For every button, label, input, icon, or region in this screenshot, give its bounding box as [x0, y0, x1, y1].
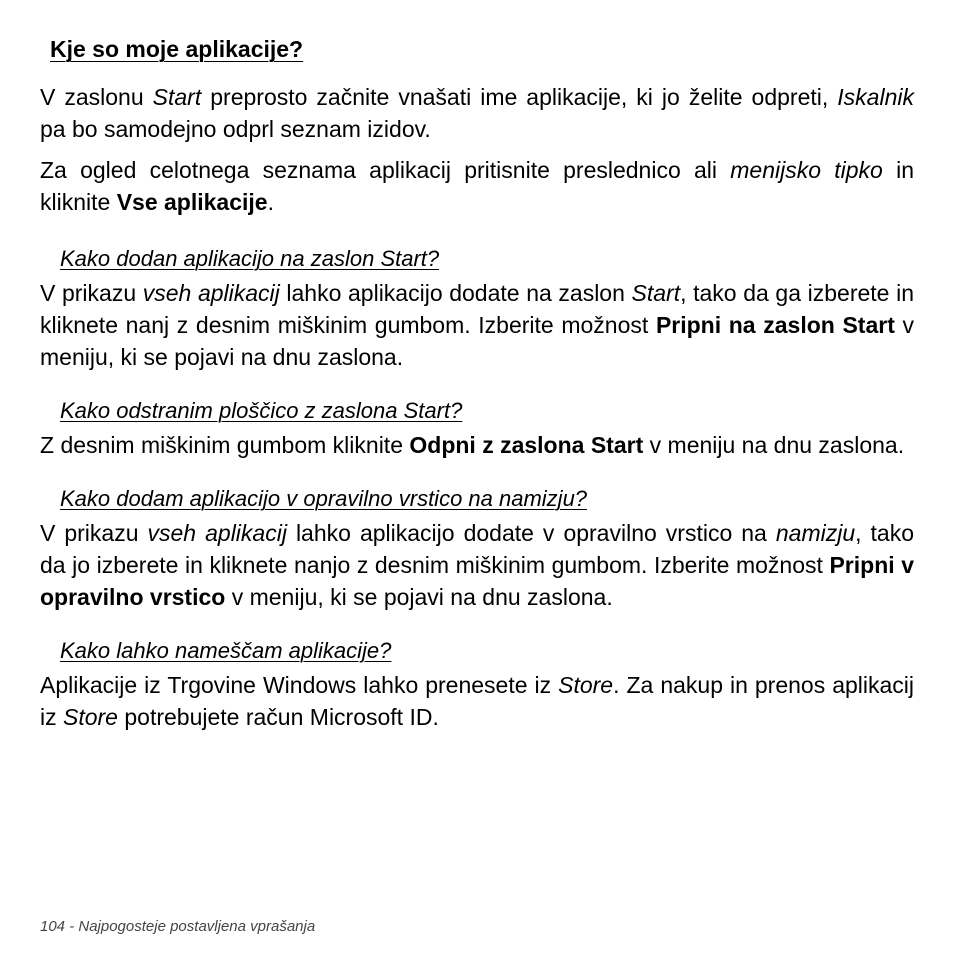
- italic-term: Iskalnik: [837, 84, 914, 110]
- text-run: pa bo samodejno odprl seznam izidov.: [40, 116, 431, 142]
- section-heading-pin-start: Kako dodan aplikacijo na zaslon Start?: [60, 246, 440, 271]
- text-run: in kliknite: [40, 157, 914, 215]
- bold-term: Vse aplikacije: [116, 189, 268, 215]
- section-heading-pin-taskbar: Kako dodam aplikacijo v opravilno vrstico na namizju?: [60, 486, 588, 511]
- italic-term: Store: [558, 672, 614, 698]
- section-heading-unpin-tile: Kako odstranim ploščico z zaslona Start?: [60, 398, 463, 423]
- text-run: V prikazu: [40, 280, 143, 306]
- bold-term: Odpni z zaslona Start: [409, 432, 644, 458]
- section-body-install-apps: [40, 669, 914, 733]
- text-run: Za ogled celotnega seznama aplikacij pritisnite preslednico ali: [40, 157, 731, 183]
- document-page: [40, 31, 914, 733]
- text-run: , tako da jo izberete in kliknete nanjo z desnim miškinim gumbom. Izberite možnost: [40, 520, 915, 578]
- text-run: lahko aplikacijo dodate na zaslon: [279, 280, 632, 306]
- text-run: Z desnim miškinim gumbom kliknite: [40, 432, 410, 458]
- section-body-pin-taskbar: [40, 517, 914, 613]
- italic-term: menijsko tipko: [730, 157, 883, 183]
- page-footer: 104 - Najpogosteje postavljena vprašanja: [40, 918, 316, 935]
- bold-term: Pripni v opravilno vrstico: [40, 552, 914, 610]
- text-run: potrebujete račun Microsoft ID.: [117, 704, 439, 730]
- italic-term: Store: [63, 704, 118, 730]
- text-run: . Za nakup in prenos aplikacij iz: [40, 672, 915, 730]
- bold-term: Pripni na zaslon Start: [655, 312, 895, 338]
- text-run: v meniju na dnu zaslona.: [643, 432, 905, 458]
- text-run: , tako da ga izberete in kliknete nanj z desnim miškinim gumbom. Izberite možnost: [40, 280, 914, 338]
- text-run: v meniju, ki se pojavi na dnu zaslona.: [225, 584, 613, 610]
- page-title: Kje so moje aplikacije?: [50, 36, 304, 62]
- italic-term: vseh aplikacij: [147, 520, 287, 546]
- italic-term: vseh aplikacij: [142, 280, 280, 306]
- italic-term: Start: [631, 280, 681, 306]
- text-run: v meniju, ki se pojavi na dnu zaslona.: [40, 312, 915, 370]
- intro-paragraph-search: [40, 81, 914, 145]
- text-run: V zaslonu: [40, 84, 153, 110]
- italic-term: Start: [152, 84, 202, 110]
- intro-paragraph-all-apps: [40, 154, 914, 218]
- text-run: V prikazu: [40, 520, 148, 546]
- section-body-pin-start: [40, 277, 914, 373]
- text-run: Aplikacije iz Trgovine Windows lahko prenesete iz: [40, 672, 559, 698]
- section-heading-install-apps: Kako lahko nameščam aplikacije?: [60, 638, 392, 663]
- section-body-unpin-tile: [40, 429, 914, 461]
- text-run: preprosto začnite vnašati ime aplikacije, ki jo želite odpreti,: [201, 84, 838, 110]
- text-run: lahko aplikacijo dodate v opravilno vrstico na: [286, 520, 776, 546]
- text-run: .: [267, 189, 274, 215]
- italic-term: namizju: [775, 520, 856, 546]
